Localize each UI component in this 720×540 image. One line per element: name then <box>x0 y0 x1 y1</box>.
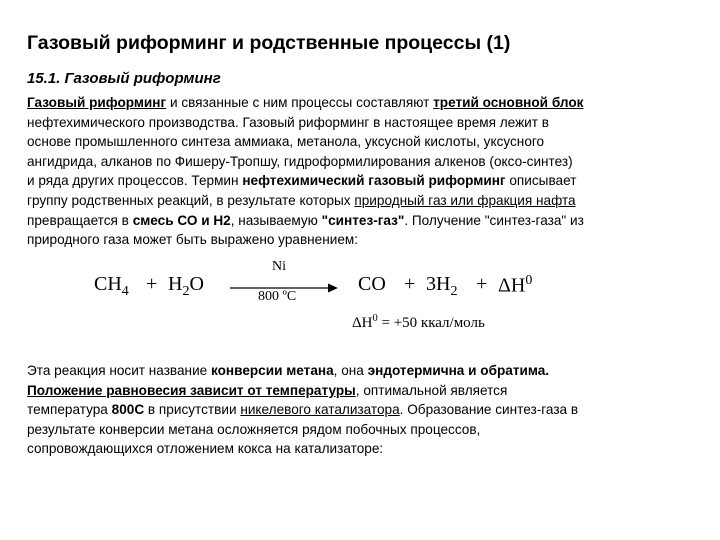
paragraph-line: основе промышленного синтеза аммиака, метанола, уксусной кислоты, уксусного <box>27 134 545 150</box>
paragraph-line: ангидрида, алканов по Фишеру-Тропшу, гидроформилирования алкенов (оксо-синтез) <box>27 153 573 169</box>
term-syngas: "синтез-газ" <box>321 212 405 228</box>
term-nickel-catalyst: никелевого катализатора <box>240 402 400 418</box>
slide-title: Газовый риформинг и родственные процессы (1) <box>27 32 511 54</box>
paragraph-line: сопровождающихся отложением кокса на катализаторе: <box>27 441 384 457</box>
intro-paragraph <box>27 93 697 250</box>
term-natural-gas: природный газ или фракция нафта <box>354 192 576 208</box>
paragraph-line <box>27 361 697 381</box>
text-run: превращается в <box>27 212 133 228</box>
text-run: группу родственных реакций, в результате которых <box>27 192 355 208</box>
plus-sign: + <box>404 273 416 295</box>
formula-text: ΔH <box>352 315 373 331</box>
formula-superscript: 0 <box>525 273 533 288</box>
formula-text: ΔH <box>498 274 526 297</box>
text-run: , называемую <box>230 212 322 228</box>
paragraph-line <box>27 171 697 191</box>
conclusion-paragraph <box>27 361 697 459</box>
reactant-water <box>168 273 204 300</box>
formula-text: H <box>168 273 183 295</box>
formula-text: CH <box>94 273 122 295</box>
term-temperature: 800С <box>111 402 145 418</box>
formula-text: O <box>189 273 204 295</box>
term-methane-conversion: конверсии метана <box>211 363 334 378</box>
plus-sign: + <box>146 273 158 295</box>
paragraph-line <box>27 211 697 231</box>
product-hydrogen <box>426 273 457 300</box>
paragraph-line <box>27 191 697 211</box>
term-co-h2-mix: смесь СО и Н2 <box>132 212 231 228</box>
formula-text: 3H <box>426 273 451 295</box>
text-run: , оптимальной является <box>355 382 508 398</box>
product-enthalpy <box>498 273 532 298</box>
section-subtitle: 15.1. Газовый риформинг <box>27 70 221 87</box>
paragraph-line <box>27 93 697 113</box>
text-run: . Получение "синтез-газа" из <box>404 212 584 228</box>
formula-subscript: 2 <box>182 284 190 299</box>
formula-subscript: 2 <box>450 284 458 299</box>
plus-sign: + <box>476 273 488 295</box>
term-endothermic: эндотермична и обратима. <box>367 363 550 378</box>
product-co: CO <box>358 273 386 295</box>
paragraph-line: природного газа может быть выражено уравнением: <box>27 232 359 248</box>
text-run: и связанные с ним процессы составляют <box>166 95 434 110</box>
temperature-label: 800 ºC <box>258 289 297 304</box>
formula-subscript: 4 <box>121 284 129 299</box>
text-run: . Образование синтез-газа в <box>399 402 579 418</box>
formula-text: = +50 ккал/моль <box>377 315 485 331</box>
term-gas-reforming: Газовый риформинг <box>27 95 167 110</box>
text-run: описывает <box>505 173 577 189</box>
text-run: , она <box>333 363 368 378</box>
catalyst-label: Ni <box>272 259 286 274</box>
paragraph-line: нефтехимического производства. Газовый риформинг в настоящее время лежит в <box>27 114 549 130</box>
term-petrochemical-reforming: нефтехимический газовый риформинг <box>242 173 506 189</box>
paragraph-line: результате конверсии метана осложняется рядом побочных процессов, <box>27 421 481 437</box>
text-run: Эта реакция носит название <box>27 363 211 378</box>
reactant-methane <box>94 273 129 300</box>
formula-superscript: 0 <box>372 313 378 324</box>
term-third-block: третий основной блок <box>433 95 584 110</box>
text-run: и ряда других процессов. Термин <box>27 173 243 189</box>
enthalpy-value <box>352 313 485 332</box>
paragraph-line <box>27 381 697 401</box>
reaction-equation <box>90 255 560 335</box>
paragraph-line <box>27 400 697 420</box>
term-equilibrium: Положение равновесия зависит от температуры <box>27 382 356 398</box>
text-run: температура <box>27 402 112 418</box>
text-run: в присутствии <box>144 402 241 418</box>
